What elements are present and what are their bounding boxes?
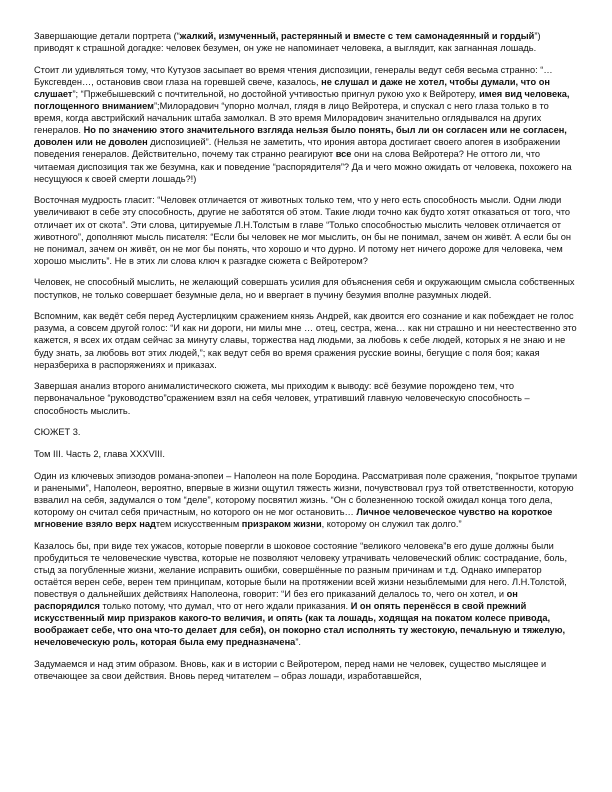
document-page: [34, 30, 580, 692]
paragraph-generals: [34, 64, 580, 185]
text-run: тем искусственным: [155, 518, 242, 529]
text-run: ”.: [295, 637, 301, 648]
bold-run: не слушал и даже не хотел, чтобы думали, что он слушает: [34, 76, 550, 99]
bold-run: Личное человеческое чувство на короткое мгновение взяло верх над: [34, 506, 553, 529]
paragraph-closing: [34, 658, 580, 682]
paragraph-incapable-man: [34, 276, 580, 300]
text-run: Завершая анализ второго анималистического сюжета, мы приходим к выводу: всё безумие порождено тем, что первоначальное “руководство”сражением взял на себя человек, утративший главную человеческую способность – способность мыслить.: [34, 381, 530, 416]
text-run: Вспомним, как ведёт себя перед Аустерлицким сражением князь Андрей, как двоится его сознание и как побеждает не голос разума, а совсем другой голос: “И как ни дороги, ни милы мне … отец, сестра, жена… как ни страшно и ни неестественно это кажется, я всех их отдам сейчас за минуту славы, торжества над людьми, за любовь к себе людей, которых я не знаю и не буду знать, за любовь вот этих людей,”; как ведут себя во время сражения русские воины, бегущие с поля боя; какая неразбериха в распоряжениях и приказах.: [34, 311, 577, 370]
text-run: СЮЖЕТ 3.: [34, 427, 81, 438]
text-run: ”;Милорадович “упорно молчал, глядя в лицо Вейротера, и спускал с него глаза только в то время, когда австрийский начальник штаба замолкал. В это время Милорадович значительно оглядывался на других генералов.: [34, 101, 549, 136]
bold-run: призраком жизни: [241, 518, 322, 529]
bold-run: он распорядился: [34, 589, 518, 612]
text-run: Восточная мудрость гласит: “Человек отличается от животных только тем, что у него есть способность мысли. Одни люди увеличивают в себе эту способность, другие не заботятся об этом. Такие люди точно как будто хотят отказаться от того, что отличает их от скота”. Эти слова, цитируемые Л.Н.Толстым в главе “Только способностью мыслить человек отличается от животного”, дополняют мысль писателя: “Если бы человек не мог мыслить, он бы не понимал, зачем он живёт. А если бы он не понимал, зачем он живёт, он не мог бы понять, что хорошо и что дурно. И потому нет ничего дороже для человека, чем хорошо мыслить”. Не в этих ли слова ключ к разгадке сюжета с Вейротером?: [34, 195, 572, 266]
bold-run: имея вид человека, поглощенного вниманием: [34, 88, 570, 112]
text-run: только потому, что думал, что от него ждали приказания.: [99, 601, 351, 612]
text-run: они на слова Вейротера? Не оттого ли, что читаемая диспозиция так же безумна, как и поведение “распорядителя”? Да и чего можно ожидать от человека, похожего на несущуюся к своей смерти лошадь?!): [34, 149, 572, 184]
text-run: Человек, не способный мыслить, не желающий совершать усилия для объяснения себя и окружающим смысла собственных поступков, не только совершает безумные дела, но и ввергает в пучину безумия вполне разумных людей.: [34, 277, 575, 300]
paragraph-napoleon-borodino: [34, 470, 580, 530]
text-run: Стоит ли удивляться тому, что Кутузов засыпает во время чтения диспозиции, генералы ведут себя весьма странно: “…Буксгевден…, остановив свои глаза на горевшей свече, казалось,: [34, 64, 553, 87]
section-reference: [34, 448, 580, 460]
section-heading: [34, 426, 580, 438]
text-run: диспозицией”. (Нельзя не заметить, что ирония автора достигает своего апогея в изображении поведения генералов. Действительно, почему так странно реагируют: [34, 137, 561, 160]
bold-run: И он опять перенёсся в свой прежний искусственный мир призраков какого-то величия, и опять (как та лошадь, ходящая на покатом колесе привода, воображает себе, что она что-то делает для себя), он покорно стал исполнять ту жестокую, печальную и тяжелую, нечеловеческую роль, которая была ему предназначена: [34, 601, 566, 648]
text-run: ”) приводят к страшной догадке: человек безумен, он уже не напоминает человека, а выглядит, как загнанная лошадь.: [34, 31, 541, 54]
paragraph-portrait: [34, 30, 580, 54]
text-run: ”; “Пржебышевский с почтительной, но достойной учтивостью пригнул рукою ухо к Вейротеру,: [72, 88, 480, 99]
text-run: Том III. Часть 2, глава XXXVIII.: [34, 448, 165, 459]
paragraph-conclusion: [34, 380, 580, 416]
bold-run: жалкий, измученный, растерянный и вместе с тем самонадеянный и гордый: [179, 31, 535, 41]
paragraph-napoleon-horror: [34, 540, 580, 649]
text-run: Один из ключевых эпизодов романа-эпопеи – Наполеон на поле Бородина. Рассматривая поле сражения, “покрытое трупами и ранеными”, Наполеон, вероятно, впервые в жизни ощутил тяжесть жизни, почувствовал груз той ответственности, которую взвалил на себя, задумался о том “деле”, которому посвятил жизнь. “Он с болезненною тоской ожидал конца того дела, которому он считал себя причастным, но которого он не мог остановить…: [34, 470, 578, 517]
text-run: Казалось бы, при виде тех ужасов, которые повергли в шоковое состояние “великого человека”в его душе должны были пробудиться те человеческие чувства, которые не позволяют человеку утрачивать человеческий облик: сострадание, боль, стыд за погубленные жизни, желание исправить ошибки, совершённые по разным причинам и т.д. Однако император остаётся верен себе, верен тем принципам, которые были на протяжении всей жизни незыблемыми для него. Л.Н.Толстой, повествуя о дальнейших действиях Наполеона, говорит: “И без его приказаний делалось то, чего он хотел, и: [34, 540, 568, 599]
bold-run: Но по значению этого значительного взгляда нельзя было понять, был ли он согласен или не согласен, доволен или не доволен: [34, 125, 567, 148]
paragraph-eastern-wisdom: [34, 194, 580, 267]
text-run: , которому он служил так долго.”: [321, 518, 462, 529]
text-run: Задумаемся и над этим образом. Вновь, как и в истории с Вейротером, перед нами не человек, существо мыслящее и отвечающее за свои действия. Вновь перед читателем – образ лошади, изработавшейся,: [34, 659, 547, 682]
bold-run: все: [335, 149, 352, 160]
paragraph-prince-andrey: [34, 310, 580, 370]
text-run: Завершающие детали портрета (“: [34, 31, 180, 41]
